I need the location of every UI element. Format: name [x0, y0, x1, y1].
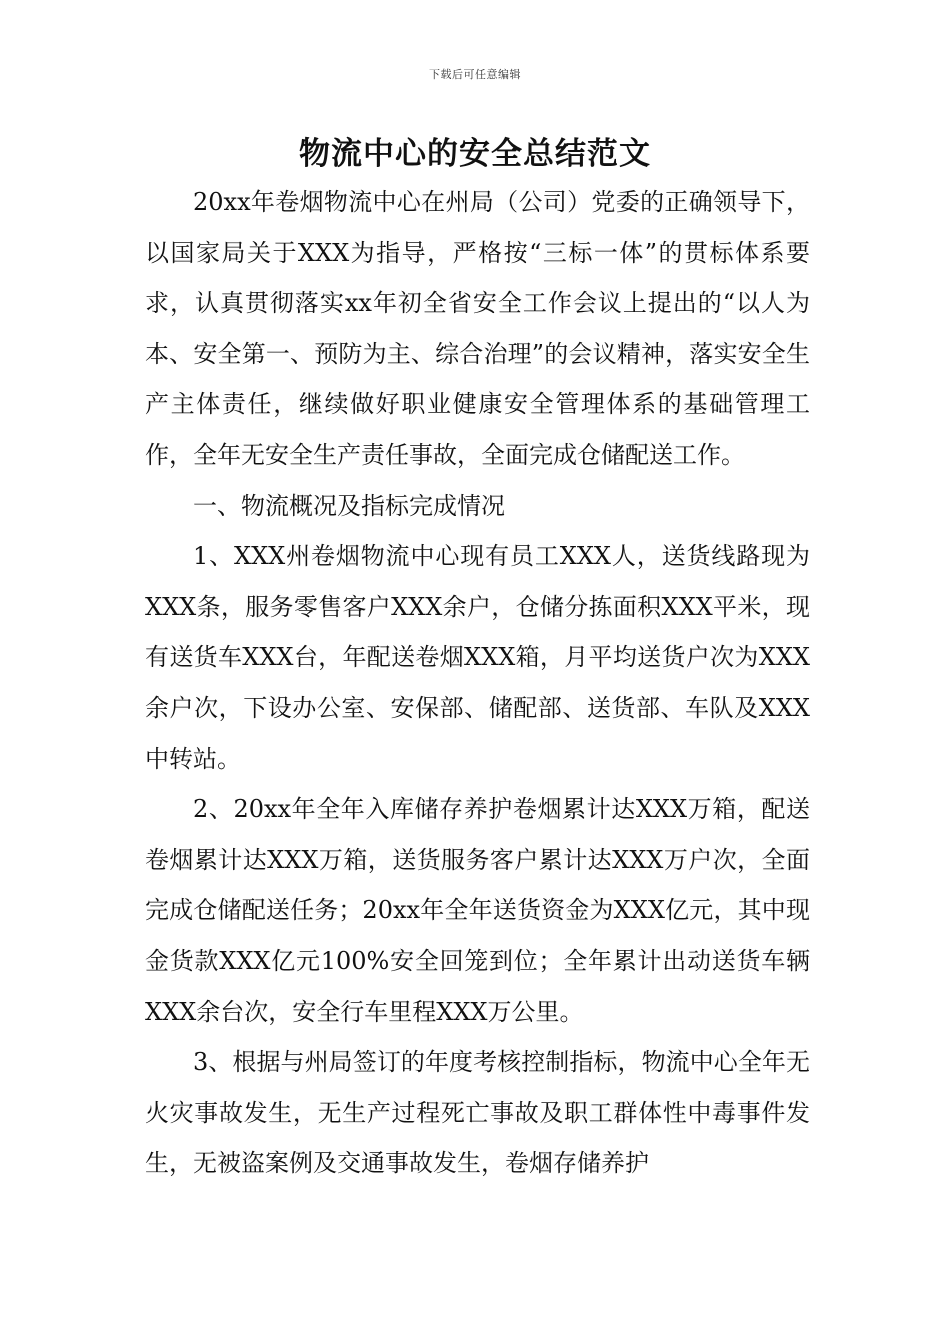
download-note: 下载后可任意编辑 [429, 68, 521, 81]
paragraph-item-1: 1、XXX州卷烟物流中心现有员工XXX人，送货线路现为XXX条，服务零售客户XXX余户，仓储分拣面积XXX平米，现有送货车XXX台，年配送卷烟XXX箱，月平均送货户次为XXX余户次，下设办公室、安保部、储配部、送货部、车队及XXX中转站。 [145, 542, 810, 773]
intro-paragraph: 20xx年卷烟物流中心在州局（公司）党委的正确领导下，以国家局关于XXX为指导，严格按“三标一体”的贯标体系要求，认真贯彻落实xx年初全省安全工作会议上提出的“以人为本、安全第一、预防为主、综合治理”的会议精神，落实安全生产主体责任，继续做好职业健康安全管理体系的基础管理工作，全年无安全生产责任事故，全面完成仓储配送工作。 [145, 188, 810, 469]
paragraph-item-3: 3、根据与州局签订的年度考核控制指标，物流中心全年无火灾事故发生，无生产过程死亡事故及职工群体性中毒事件发生，无被盗案例及交通事故发生，卷烟存储养护 [145, 1048, 810, 1178]
section-heading: 一、物流概况及指标完成情况 [193, 491, 505, 520]
document-title: 物流中心的安全总结范文 [299, 136, 651, 172]
document-body [145, 177, 810, 1189]
paragraph-item-2: 2、20xx年全年入库储存养护卷烟累计达XXX万箱，配送卷烟累计达XXX万箱，送货服务客户累计达XXX万户次，全面完成仓储配送任务；20xx年全年送货资金为XXX亿元，其中现金货款XXX亿元100%安全回笼到位；全年累计出动送货车辆XXX余台次，安全行车里程XXX万公里。 [145, 795, 810, 1026]
